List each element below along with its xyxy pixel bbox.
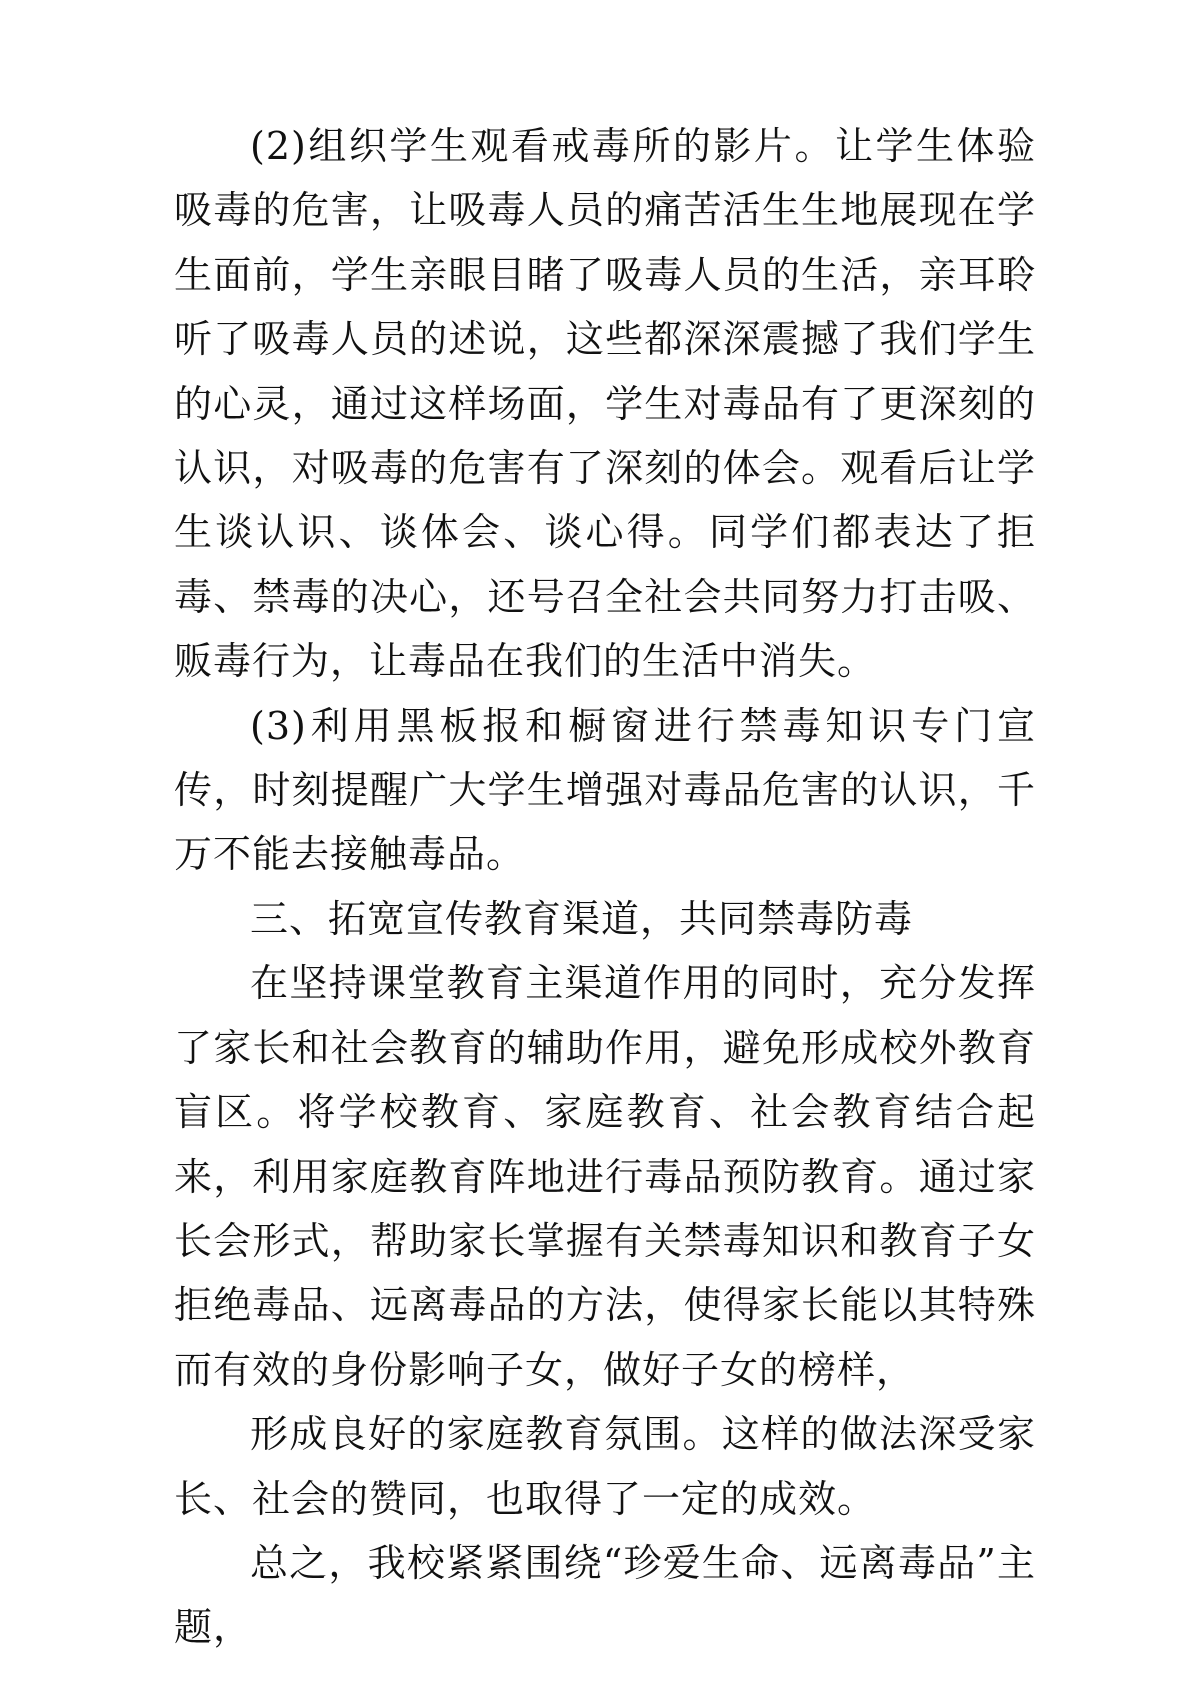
- paragraph-family-education: 在坚持课堂教育主渠道作用的同时，充分发挥了家长和社会教育的辅助作用，避免形成校外教育盲区。将学校教育、家庭教育、社会教育结合起来，利用家庭教育阵地进行毒品预防教育。通过家长会形式，帮助家长掌握有关禁毒知识和教育子女拒绝毒品、远离毒品的方法，使得家长能以其特殊而有效的身份影响子女，做好子女的榜样，: [174, 961, 1036, 1392]
- section-heading-three: 三、拓宽宣传教育渠道，共同禁毒防毒: [250, 896, 914, 941]
- paragraph-film-viewing: (2)组织学生观看戒毒所的影片。让学生体验吸毒的危害，让吸毒人员的痛苦活生生地展现在学生面前，学生亲眼目睹了吸毒人员的生活，亲耳聆听了吸毒人员的述说，这些都深深震撼了我们学生的心灵，通过这样场面，学生对毒品有了更深刻的认识，对吸毒的危害有了深刻的体会。观看后让学生谈认识、谈体会、谈心得。同学们都表达了拒毒、禁毒的决心，还号召全社会共同努力打击吸、贩毒行为，让毒品在我们的生活中消失。: [174, 124, 1036, 684]
- document-page: [174, 114, 1036, 1660]
- paragraph-conclusion: 总之，我校紧紧围绕“珍爱生命、远离毒品”主题，: [174, 1540, 1036, 1650]
- paragraph-blackboard-publicity: (3)利用黑板报和橱窗进行禁毒知识专门宣传，时刻提醒广大学生增强对毒品危害的认识，千万不能去接触毒品。: [174, 703, 1036, 877]
- paragraph-family-atmosphere: 形成良好的家庭教育氛围。这样的做法深受家长、社会的赞同，也取得了一定的成效。: [174, 1412, 1036, 1521]
